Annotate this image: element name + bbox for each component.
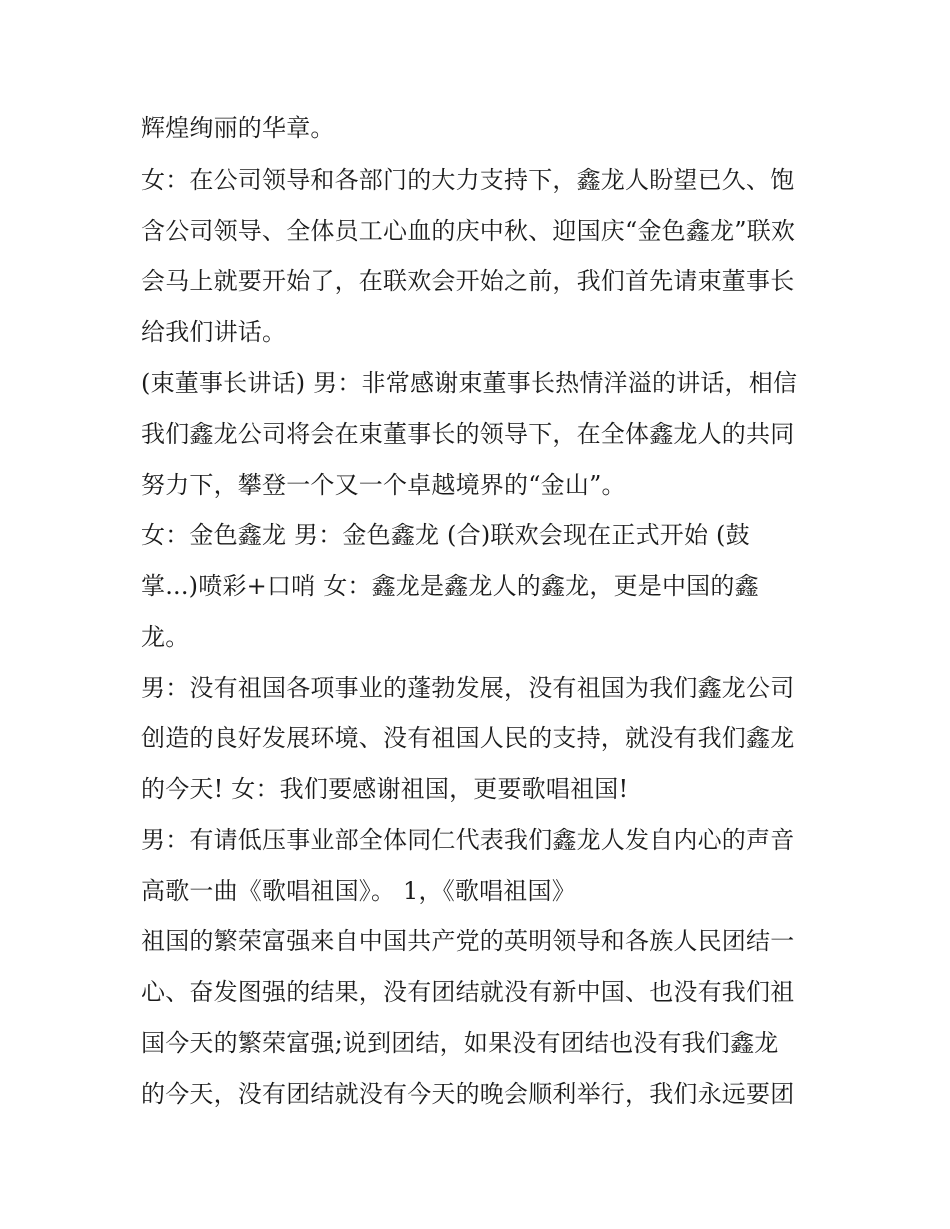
text-line: 创造的良好发展环境、没有祖国人民的支持，就没有我们鑫龙 [141, 724, 795, 752]
text-line: 心、奋发图强的结果，没有团结就没有新中国、也没有我们祖 [141, 978, 795, 1006]
text-line: 我们鑫龙公司将会在束董事长的领导下，在全体鑫龙人的共同 [141, 420, 795, 448]
text-line: 女：金色鑫龙 男：金色鑫龙 (合)联欢会现在正式开始 (鼓 [141, 521, 750, 549]
text-line: 掌...)喷彩+口哨 女：鑫龙是鑫龙人的鑫龙，更是中国的鑫 [141, 572, 759, 600]
text-line: 含公司领导、全体员工心血的庆中秋、迎国庆“金色鑫龙”联欢 [141, 217, 796, 245]
text-line: 会马上就要开始了，在联欢会开始之前，我们首先请束董事长 [141, 267, 795, 295]
text-line: 男：有请低压事业部全体同仁代表我们鑫龙人发自内心的声音 [141, 826, 795, 854]
text-line: 国今天的繁荣富强;说到团结，如果没有团结也没有我们鑫龙 [141, 1029, 779, 1057]
text-line: 的今天，没有团结就没有今天的晚会顺利举行，我们永远要团 [141, 1080, 795, 1108]
text-line: 给我们讲话。 [141, 318, 287, 346]
text-line: 的今天! 女：我们要感谢祖国，更要歌唱祖国! [141, 775, 629, 803]
text-line: 努力下，攀登一个又一个卓越境界的“金山”。 [141, 471, 626, 499]
text-line: 男：没有祖国各项事业的蓬勃发展，没有祖国为我们鑫龙公司 [141, 674, 795, 702]
text-line: (束董事长讲话) 男：非常感谢束董事长热情洋溢的讲话，相信 [141, 369, 798, 397]
text-line: 辉煌绚丽的华章。 [141, 114, 335, 142]
text-line: 龙。 [141, 623, 190, 651]
text-line: 女：在公司领导和各部门的大力支持下，鑫龙人盼望已久、饱 [141, 166, 795, 194]
text-line: 高歌一曲《歌唱祖国》。 1，《歌唱祖国》 [141, 877, 576, 905]
text-line: 祖国的繁荣富强来自中国共产党的英明领导和各族人民团结一 [141, 927, 795, 955]
